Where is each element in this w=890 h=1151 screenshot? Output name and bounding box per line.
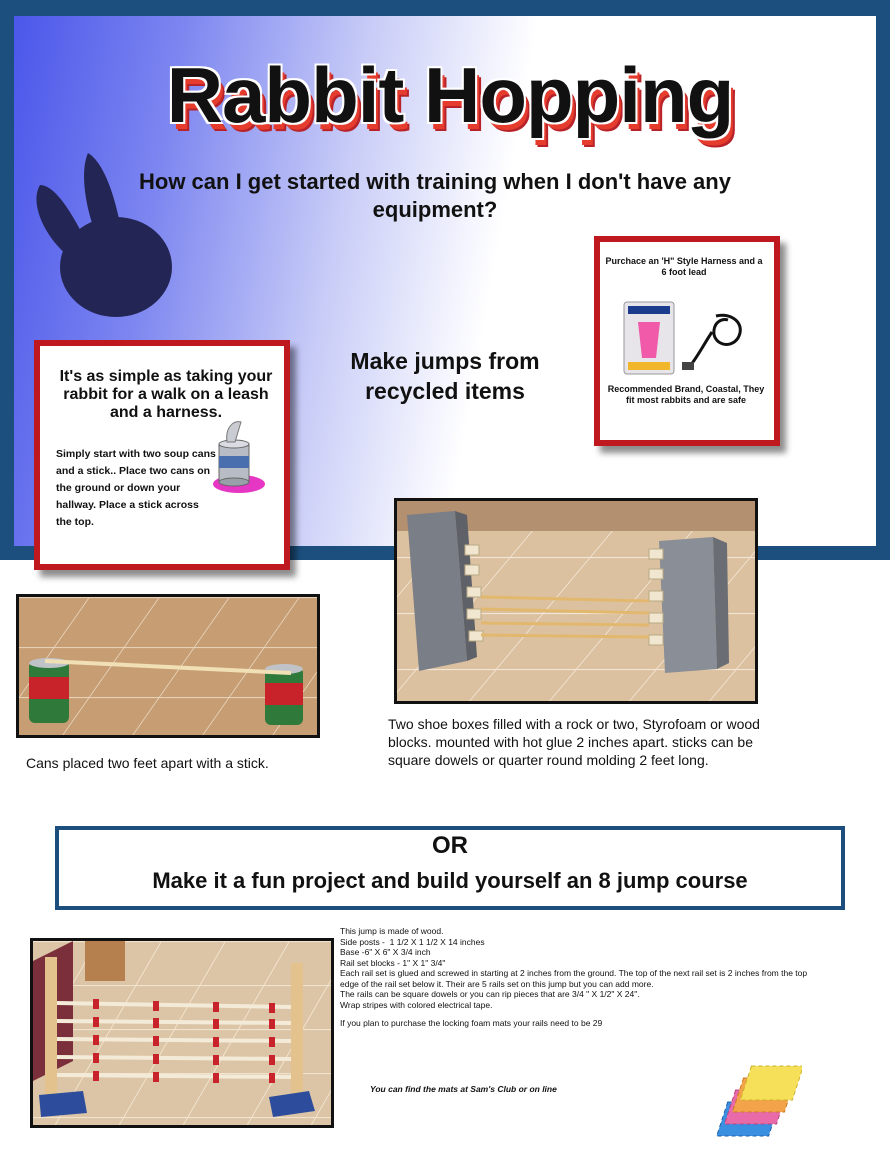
or-heading: OR bbox=[432, 832, 468, 859]
instruction-line: Wrap stripes with colored electrical tape. bbox=[340, 999, 493, 1010]
wood-jump-illustration bbox=[33, 941, 331, 1125]
page-title: Rabbit Hopping bbox=[166, 51, 734, 139]
cans-jump-photo bbox=[16, 594, 320, 738]
instruction-line: Each rail set is glued and screwed in starting at 2 inches from the ground. The top of the next rail set is 2 inches from the top edge of the rail set below it. Their are 5 rails set on this jump but you can add more. bbox=[340, 968, 810, 989]
harness-callout-caption: Recommended Brand, Coastal, They fit most rabbits and are safe bbox=[607, 384, 765, 405]
harness-callout-title: Purchace an 'H" Style Harness and a 6 foot lead bbox=[605, 256, 763, 277]
make-jumps-heading: Make jumps from recycled items bbox=[350, 348, 540, 404]
cans-jump-caption: Cans placed two feet apart with a stick. bbox=[26, 755, 269, 771]
soup-can-icon bbox=[205, 418, 267, 496]
instruction-line: If you plan to purchase the locking foam mats your rails need to be 29 bbox=[340, 1018, 603, 1028]
leash-callout-body: Simply start with two soup cans and a stick.. Place two cans on the ground or down your hallway. Place a stick across the top. bbox=[56, 448, 216, 528]
wood-jump-instructions bbox=[340, 926, 810, 1029]
wood-jump-photo bbox=[30, 938, 334, 1128]
project-heading: Make it a fun project and build yourself an 8 jump course bbox=[152, 868, 748, 893]
leash-callout-title: It's as simple as taking your rabbit for a walk on a leash and a harness. bbox=[59, 368, 273, 421]
instruction-line: The rails can be square dowels or you can rip pieces that are 3/4 " X 1/2" X 24". bbox=[340, 989, 640, 999]
instruction-line: Side posts - 1 1/2 X 1 1/2 X 14 inches bbox=[340, 936, 485, 947]
mats-note: You can find the mats at Sam's Club or on line bbox=[370, 1084, 557, 1094]
cans-jump-illustration bbox=[19, 597, 317, 735]
instruction-line: This jump is made of wood. bbox=[340, 926, 444, 936]
instruction-line: Base -6" X 6" X 3/4 inch bbox=[340, 947, 431, 957]
harness-product-image bbox=[620, 298, 750, 378]
instruction-line: Rail set blocks - 1" X 1" 3/4" bbox=[340, 957, 446, 968]
shoebox-jump-illustration bbox=[397, 501, 755, 701]
instruction-line bbox=[340, 1010, 810, 1018]
shoebox-jump-photo bbox=[394, 498, 758, 704]
foam-mats-image bbox=[706, 1058, 802, 1142]
page-subtitle: How can I get started with training when I don't have any equipment? bbox=[139, 169, 731, 222]
shoebox-jump-caption: Two shoe boxes filled with a rock or two, Styrofoam or wood blocks. mounted with hot glue 2 inches apart. sticks can be square dowels or quarter round molding 2 feet long. bbox=[388, 716, 760, 768]
